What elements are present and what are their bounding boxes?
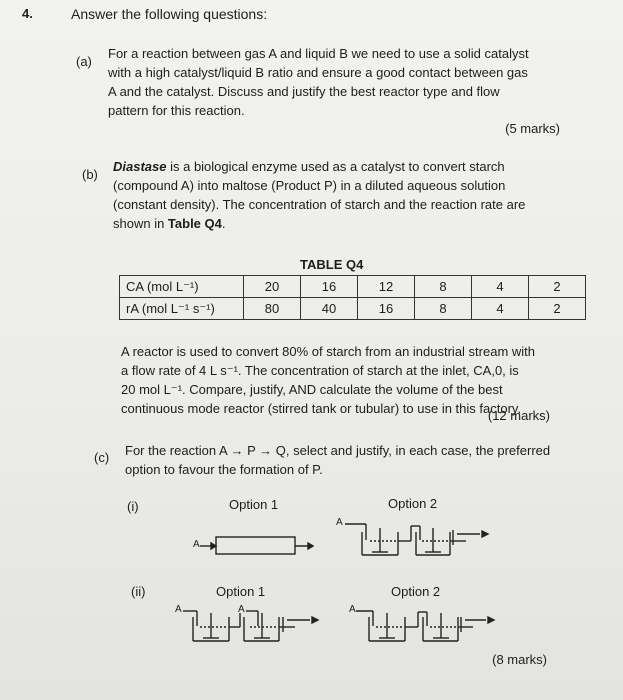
table-cell: 2 xyxy=(529,298,586,320)
part-b-label: (b) xyxy=(82,167,98,182)
table-cell: 80 xyxy=(244,298,301,320)
cstr-series-diagram-i xyxy=(345,524,488,555)
part-b-line-3: (constant density). The concentration of starch and the reaction rate are xyxy=(113,197,526,212)
part-a-line-3: A and the catalyst. Discuss and justify the best reactor type and flow xyxy=(108,84,500,99)
part-b-follow-line-4: continuous mode reactor (stirred tank or tubular) to use in this factory. xyxy=(121,401,522,416)
table-cell: 20 xyxy=(244,276,301,298)
feed-label-split-2: A xyxy=(238,604,245,615)
question-header: Answer the following questions: xyxy=(71,6,268,22)
part-b-follow-line-1: A reactor is used to convert 80% of starch from an industrial stream with xyxy=(121,344,536,359)
enzyme-name: Diastase xyxy=(113,159,167,174)
option-1-label-i: Option 1 xyxy=(229,497,279,512)
part-b-follow-line-3: 20 mol L⁻¹. Compare, justify, AND calculate the volume of the best xyxy=(121,382,503,397)
sub-ii-label: (ii) xyxy=(131,584,146,599)
part-a-label: (a) xyxy=(76,54,92,69)
part-a-line-1: For a reaction between gas A and liquid B we need to use a solid catalyst xyxy=(108,46,529,61)
table-cell: 40 xyxy=(301,298,358,320)
feed-label-pfr: A xyxy=(193,539,200,550)
part-b-line-1: Diastase is a biological enzyme used as a catalyst to convert starch xyxy=(113,159,505,174)
feed-label-split-1: A xyxy=(175,604,182,615)
table-cell: 2 xyxy=(529,276,586,298)
cstr-series-diagram-ii xyxy=(356,611,494,641)
pfr-diagram xyxy=(200,537,313,554)
part-b-line-2: (compound A) into maltose (Product P) in a diluted aqueous solution xyxy=(113,178,506,193)
table-cell: 16 xyxy=(301,276,358,298)
part-c-line-1: For the reaction A → P → Q, select and justify, in each case, the preferred xyxy=(125,443,551,458)
cstr-split-feed-diagram xyxy=(183,611,318,641)
table-row-header: rA (mol L⁻¹ s⁻¹) xyxy=(120,298,244,320)
question-number: 4. xyxy=(22,6,33,21)
table-cell: 12 xyxy=(358,276,415,298)
part-c-label: (c) xyxy=(94,450,110,465)
table-cell: 16 xyxy=(358,298,415,320)
part-b-marks: (12 marks) xyxy=(487,408,550,423)
option-2-label-ii: Option 2 xyxy=(391,584,441,599)
table-cell: 8 xyxy=(415,276,472,298)
feed-label-cstr-series-ii: A xyxy=(349,604,356,615)
feed-label-cstr-series-i: A xyxy=(336,517,343,528)
table-caption: TABLE Q4 xyxy=(300,257,364,272)
part-c-marks: (8 marks) xyxy=(492,652,547,667)
part-a-marks: (5 marks) xyxy=(505,121,560,136)
part-a-line-2: with a high catalyst/liquid B ratio and ensure a good contact between gas xyxy=(108,65,528,80)
table-cell: 4 xyxy=(472,298,529,320)
table-cell: 8 xyxy=(415,298,472,320)
option-2-label-i: Option 2 xyxy=(388,496,438,511)
part-c-line-2: option to favour the formation of P. xyxy=(125,462,323,477)
table-row-header: CA (mol L⁻¹) xyxy=(120,276,244,298)
part-b-follow-line-2: a flow rate of 4 L s⁻¹. The concentration of starch at the inlet, CA,0, is xyxy=(121,363,519,378)
option-1-label-ii: Option 1 xyxy=(216,584,266,599)
sub-i-label: (i) xyxy=(127,499,139,514)
part-b-line-4: shown in Table Q4. xyxy=(113,216,226,231)
part-a-line-4: pattern for this reaction. xyxy=(108,103,245,118)
table-cell: 4 xyxy=(472,276,529,298)
table-reference: Table Q4 xyxy=(167,216,222,231)
